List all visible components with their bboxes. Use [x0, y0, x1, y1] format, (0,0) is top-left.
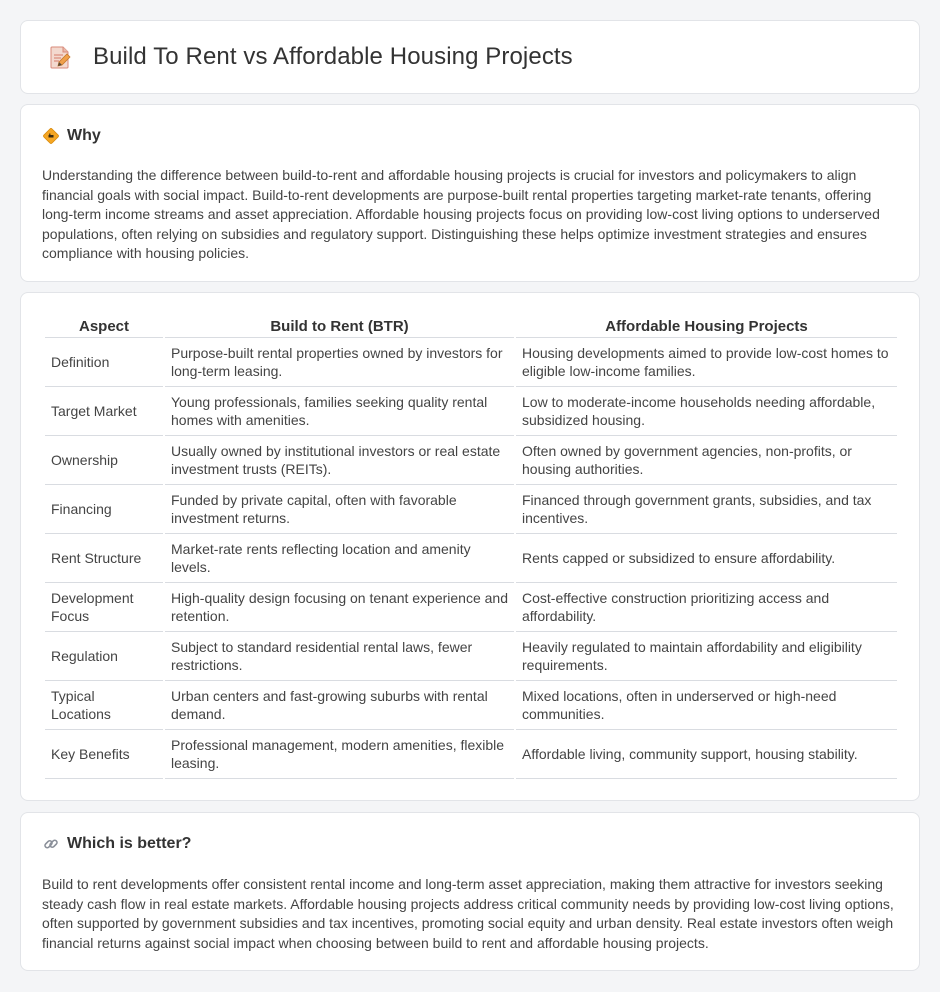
- header-card: [20, 20, 920, 94]
- link-icon: [43, 836, 59, 852]
- btr-cell: Urban centers and fast-growing suburbs with rental demand.: [165, 681, 514, 730]
- table-row: [45, 730, 897, 779]
- which-is-better-section: [20, 812, 920, 971]
- table-header-row: [45, 315, 897, 338]
- aspect-cell: Target Market: [45, 387, 163, 436]
- affordable-cell: Rents capped or subsidized to ensure affordability.: [516, 534, 897, 583]
- header-affordable: Affordable Housing Projects: [516, 315, 897, 338]
- btr-cell: Subject to standard residential rental laws, fewer restrictions.: [165, 632, 514, 681]
- affordable-cell: Affordable living, community support, housing stability.: [516, 730, 897, 779]
- aspect-cell: Definition: [45, 338, 163, 387]
- aspect-cell: Key Benefits: [45, 730, 163, 779]
- table-row: [45, 632, 897, 681]
- header-aspect: Aspect: [45, 315, 163, 338]
- btr-cell: Professional management, modern amenities, flexible leasing.: [165, 730, 514, 779]
- btr-cell: Young professionals, families seeking quality rental homes with amenities.: [165, 387, 514, 436]
- affordable-cell: Cost-effective construction prioritizing access and affordability.: [516, 583, 897, 632]
- why-text: Understanding the difference between build-to-rent and affordable housing projects is crucial for investors and policymakers to align financial goals with social impact. Build-to-rent developments are purpose-built rental properties targeting market-rate tenants, offering long-term income streams and asset appreciation. Affordable housing projects focus on providing low-cost living options to underserved populations, often relying on subsidies and regulatory support. Distinguishing these helps optimize investment strategies and ensures compliance with housing policies.: [42, 167, 880, 261]
- document-edit-icon: [47, 44, 73, 70]
- btr-cell: Usually owned by institutional investors or real estate investment trusts (REITs).: [165, 436, 514, 485]
- why-title: Why: [67, 127, 101, 144]
- page-title: Build To Rent vs Affordable Housing Projects: [93, 43, 573, 70]
- aspect-cell: Typical Locations: [45, 681, 163, 730]
- better-title: Which is better?: [67, 835, 192, 852]
- why-heading: [43, 127, 101, 145]
- better-heading: [43, 835, 191, 853]
- affordable-cell: Heavily regulated to maintain affordability and eligibility requirements.: [516, 632, 897, 681]
- table-row: [45, 436, 897, 485]
- header-btr: Build to Rent (BTR): [165, 315, 514, 338]
- affordable-cell: Low to moderate-income households needing affordable, subsidized housing.: [516, 387, 897, 436]
- comparison-table: [43, 315, 899, 779]
- btr-cell: High-quality design focusing on tenant experience and retention.: [165, 583, 514, 632]
- btr-cell: Funded by private capital, often with favorable investment returns.: [165, 485, 514, 534]
- aspect-cell: Rent Structure: [45, 534, 163, 583]
- comparison-section: [20, 292, 920, 801]
- aspect-cell: Development Focus: [45, 583, 163, 632]
- btr-cell: Purpose-built rental properties owned by investors for long-term leasing.: [165, 338, 514, 387]
- table-row: [45, 338, 897, 387]
- table-row: [45, 681, 897, 730]
- btr-cell: Market-rate rents reflecting location and amenity levels.: [165, 534, 514, 583]
- diamond-sign-icon: [43, 128, 59, 144]
- aspect-cell: Ownership: [45, 436, 163, 485]
- better-text: Build to rent developments offer consistent rental income and long-term asset appreciation, making them attractive for investors seeking steady cash flow in real estate markets. Affordable housing projects address critical community needs by providing low-cost living options, often supported by government subsidies and tax incentives, promoting social equity and urban density. Real estate investors often weigh financial returns against social impact when choosing between build to rent and affordable housing projects.: [42, 876, 894, 951]
- affordable-cell: Housing developments aimed to provide low-cost homes to eligible low-income families.: [516, 338, 897, 387]
- table-row: [45, 387, 897, 436]
- aspect-cell: Regulation: [45, 632, 163, 681]
- why-section: [20, 104, 920, 282]
- title-row: [47, 43, 573, 71]
- affordable-cell: Financed through government grants, subsidies, and tax incentives.: [516, 485, 897, 534]
- table-row: [45, 485, 897, 534]
- table-row: [45, 583, 897, 632]
- aspect-cell: Financing: [45, 485, 163, 534]
- affordable-cell: Often owned by government agencies, non-profits, or housing authorities.: [516, 436, 897, 485]
- affordable-cell: Mixed locations, often in underserved or high-need communities.: [516, 681, 897, 730]
- table-row: [45, 534, 897, 583]
